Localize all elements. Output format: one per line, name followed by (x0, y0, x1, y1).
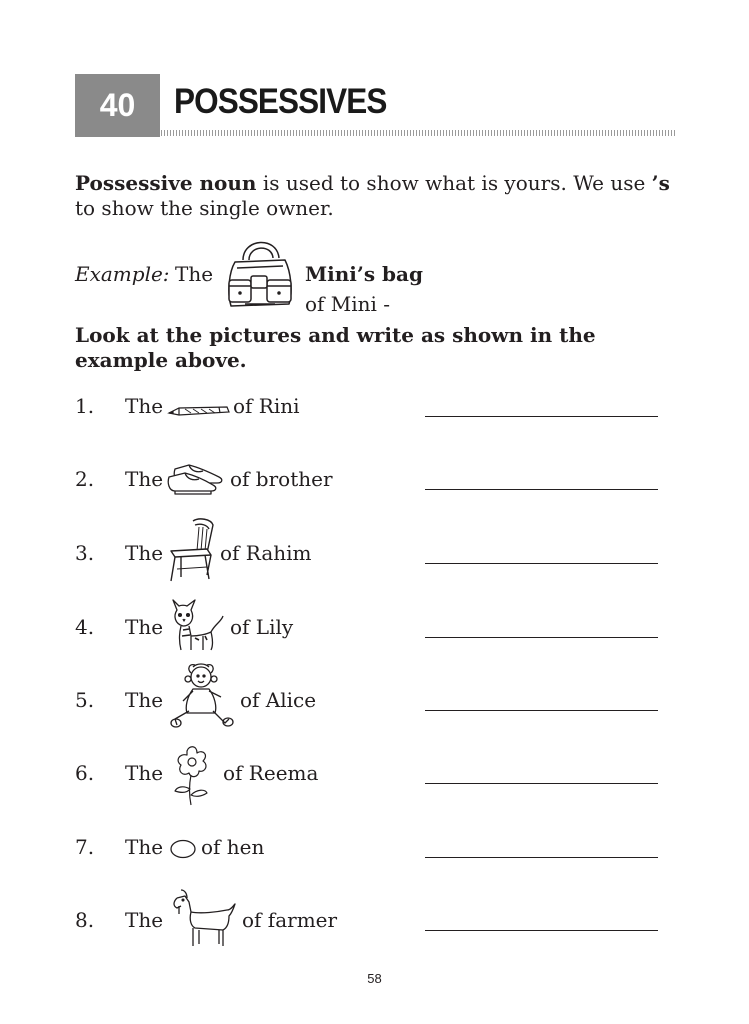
egg-icon (170, 839, 196, 864)
item-number: 6. (75, 761, 95, 785)
item-number: 5. (75, 688, 95, 712)
answer-line[interactable] (425, 637, 658, 638)
answer-line[interactable] (425, 783, 658, 784)
item-of-text: of Rini (233, 394, 300, 418)
item-the: The (125, 541, 164, 565)
item-the: The (125, 467, 164, 491)
item-the: The (125, 394, 164, 418)
example-the: The (175, 262, 214, 286)
list-item (75, 908, 675, 938)
answer-line[interactable] (425, 563, 658, 564)
item-of-text: of Alice (240, 688, 317, 712)
item-of-text: of farmer (242, 908, 338, 932)
intro-text-1: is used to show what is yours. We use (256, 171, 652, 195)
flower-icon (167, 745, 217, 812)
item-number: 4. (75, 615, 95, 639)
goat-icon (171, 888, 237, 953)
instruction-text: Look at the pictures and write as shown in the example above. (75, 323, 596, 372)
answer-line[interactable] (425, 710, 658, 711)
list-item (75, 688, 675, 718)
answer-line[interactable] (425, 857, 658, 858)
shoes-icon (167, 461, 225, 500)
list-item (75, 615, 675, 645)
item-the: The (125, 688, 164, 712)
item-number: 2. (75, 467, 95, 491)
pencil-icon (167, 399, 231, 423)
intro-bold-term: Possessive noun (75, 171, 257, 195)
intro-text-2: to show the single owner. (75, 196, 334, 220)
item-the: The (125, 835, 164, 859)
page-title: POSSESSIVES (174, 82, 387, 121)
answer-line[interactable] (425, 489, 658, 490)
item-of-text: of brother (230, 467, 333, 491)
item-of-text: of hen (201, 835, 265, 859)
lesson-number: 40 (75, 74, 160, 137)
item-number: 3. (75, 541, 95, 565)
item-number: 8. (75, 908, 95, 932)
answer-line[interactable] (425, 930, 658, 931)
item-number: 7. (75, 835, 95, 859)
item-of-text: of Reema (223, 761, 319, 785)
item-of-text: of Rahim (220, 541, 312, 565)
list-item (75, 835, 675, 865)
page-number: 58 (367, 971, 382, 986)
list-item (75, 761, 675, 791)
item-the: The (125, 908, 164, 932)
item-number: 1. (75, 394, 95, 418)
example-of-text: of Mini - Mini’s bag (305, 262, 423, 316)
example-answer: Mini’s bag (305, 262, 423, 286)
intro-paragraph (75, 171, 675, 221)
example-row (75, 232, 675, 316)
chair-icon (167, 517, 215, 588)
list-item (75, 394, 675, 424)
cat-icon (169, 596, 227, 657)
item-the: The (125, 761, 164, 785)
example-label: Example: (75, 262, 170, 286)
doll-icon (167, 661, 237, 736)
list-item (75, 467, 675, 497)
answer-line[interactable] (425, 416, 658, 417)
title-underline-divider (161, 130, 675, 136)
list-item (75, 541, 675, 571)
item-of-text: of Lily (230, 615, 294, 639)
item-the: The (125, 615, 164, 639)
intro-apostrophe-s: ’s (651, 171, 670, 195)
bag-icon (221, 232, 297, 317)
